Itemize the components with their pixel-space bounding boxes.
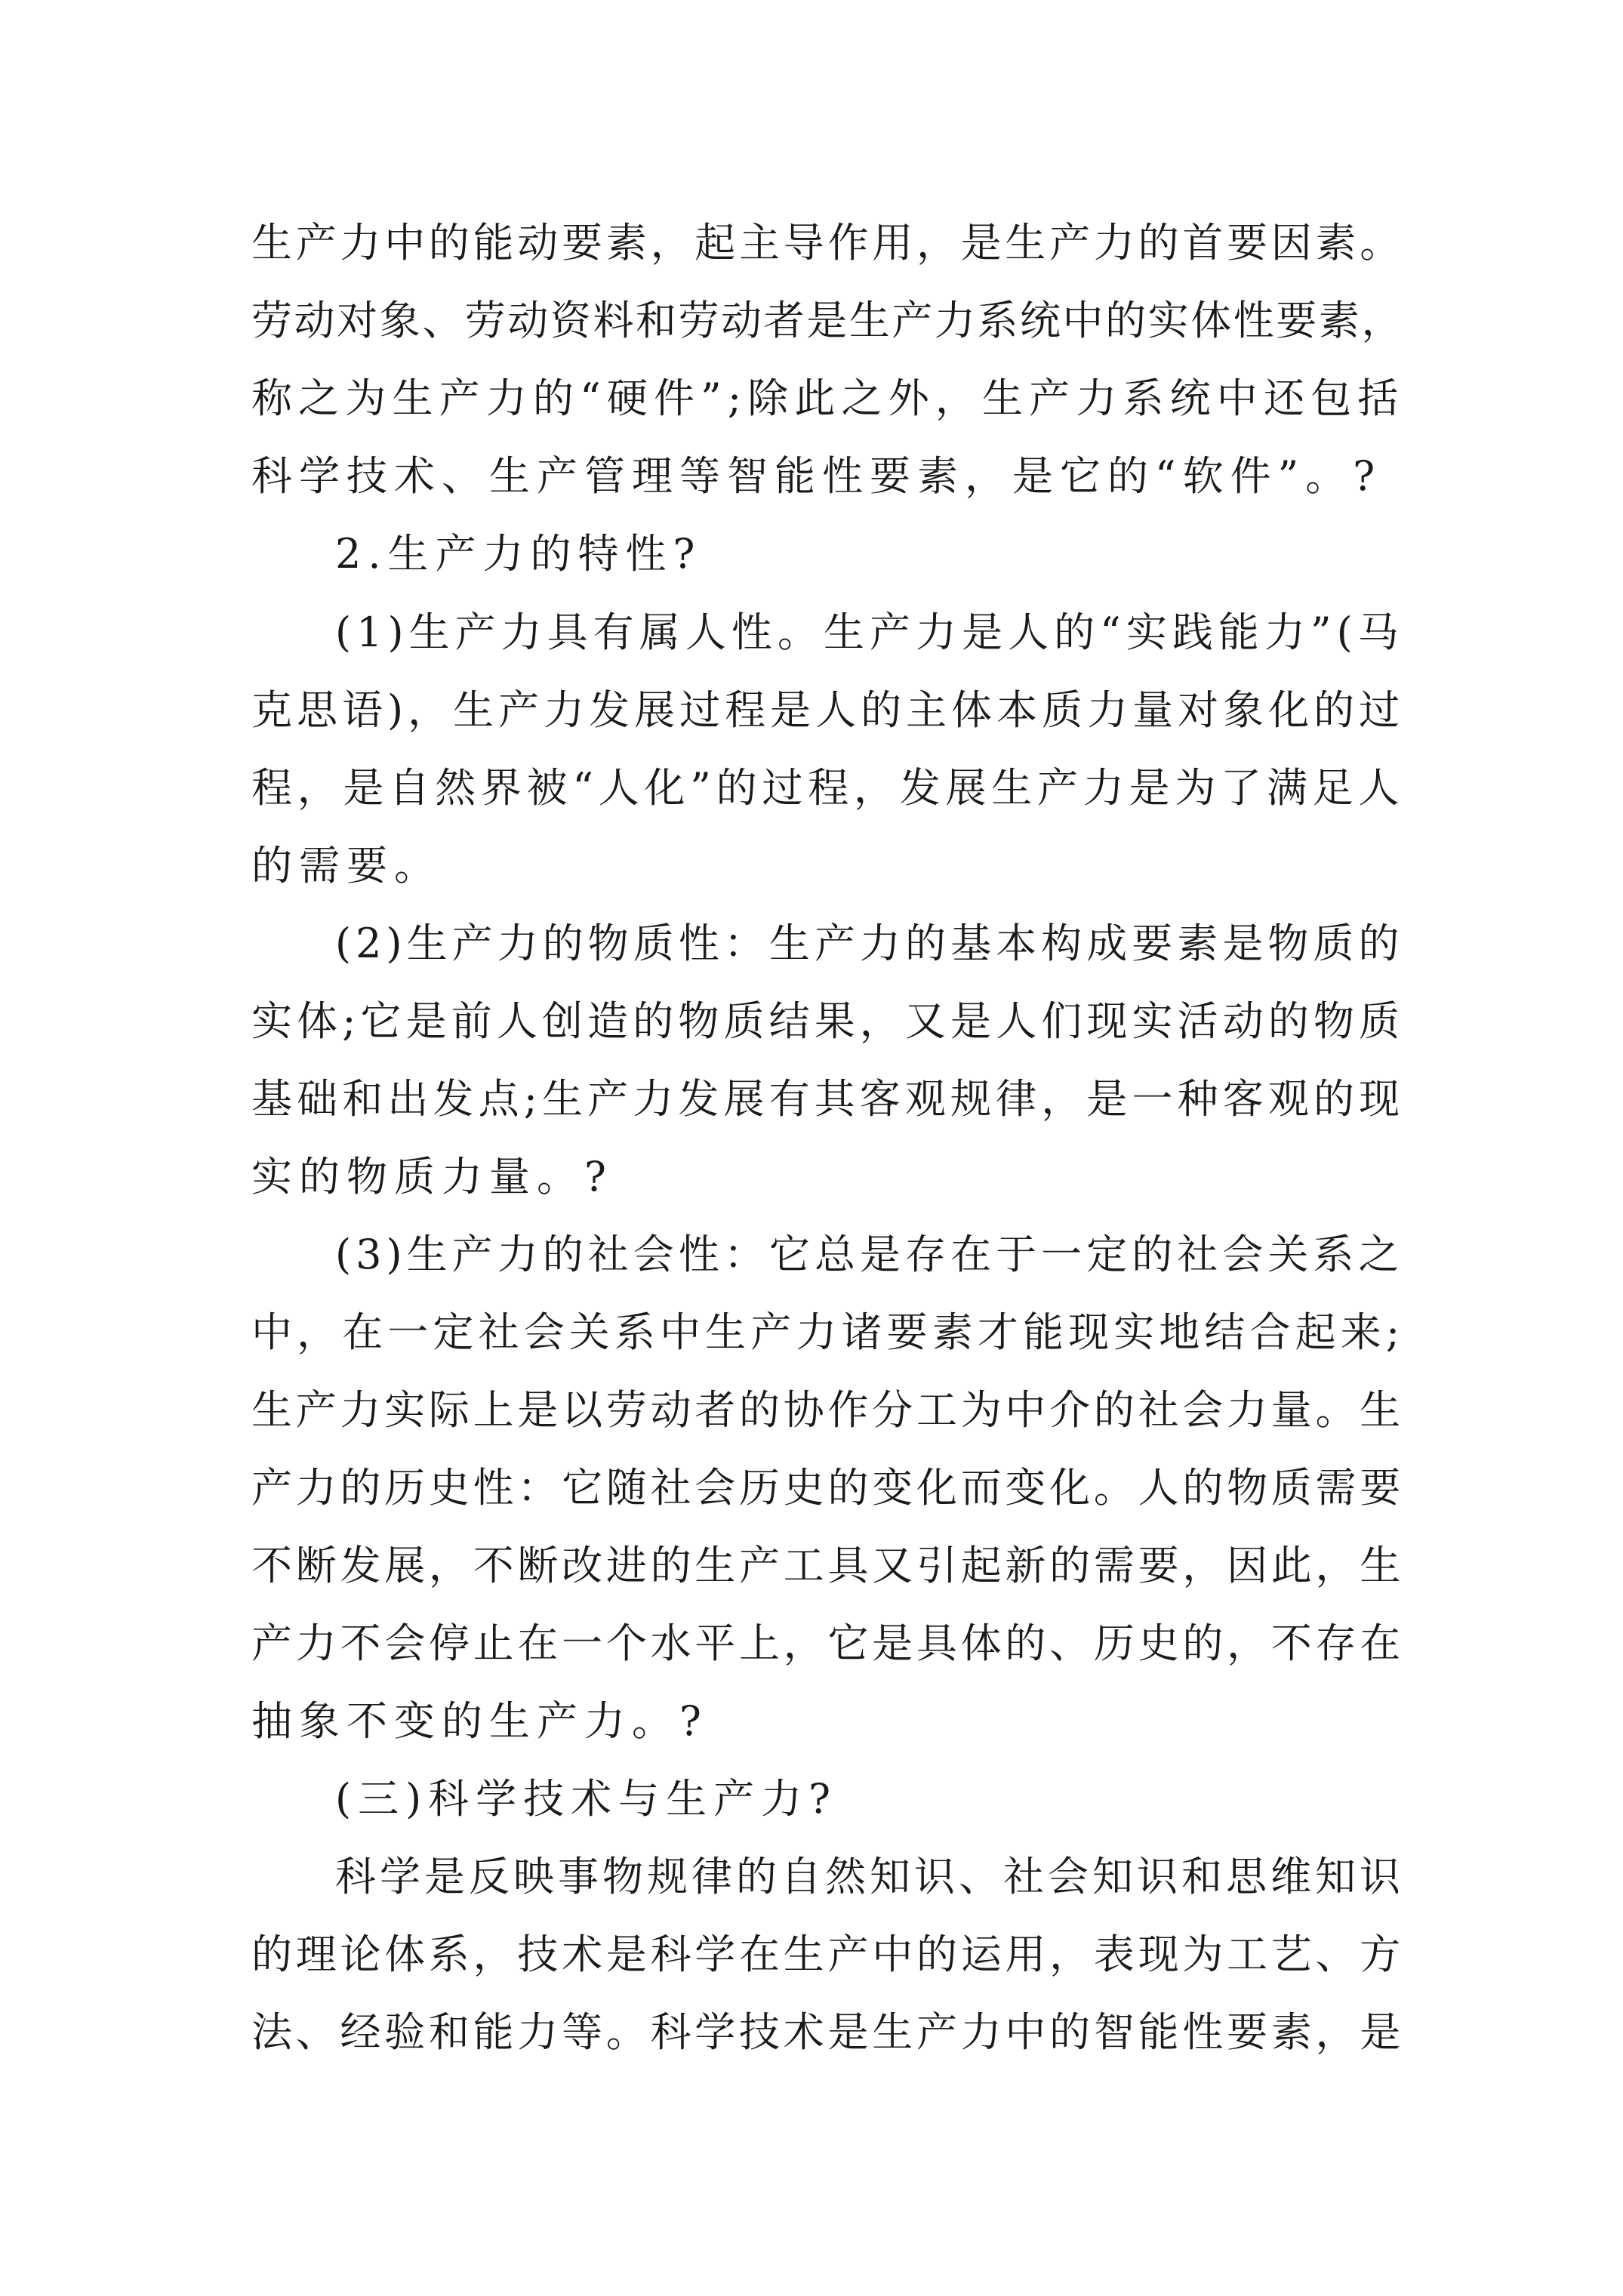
text-line: 实的物质力量。? [251, 1153, 613, 1200]
text-line: 劳动对象、劳动资料和劳动者是生产力系统中的实体性要素， [251, 297, 1404, 344]
text-line: 的需要。 [251, 842, 442, 889]
text-line: 实体;它是前人创造的物质结果，又是人们现实活动的物质 [251, 997, 1405, 1045]
text-line: (2)生产力的物质性：生产力的基本构成要素是物质的 [335, 920, 1404, 967]
text-line: 产力不会停止在一个水平上，它是具体的、历史的，不存在 [251, 1620, 1404, 1667]
text-line: 科学技术、生产管理等智能性要素，是它的“软件”。? [251, 452, 1382, 500]
text-line: 抽象不变的生产力。? [251, 1697, 708, 1745]
text-line: 称之为生产力的“硬件”;除此之外，生产力系统中还包括 [251, 374, 1405, 422]
text-line: 基础和出发点;生产力发展有其客观规律，是一种客观的现 [251, 1075, 1405, 1123]
text-line: 科学是反映事物规律的自然知识、社会知识和思维知识 [335, 1853, 1404, 1900]
text-line: 生产力实际上是以劳动者的协作分工为中介的社会力量。生 [251, 1386, 1404, 1434]
text-line: (1)生产力具有属人性。生产力是人的“实践能力”(马 [335, 609, 1404, 656]
text-line: 程，是自然界被“人化”的过程，发展生产力是为了满足人 [251, 764, 1405, 812]
text-line: 不断发展，不断改进的生产工具又引起新的需要，因此，生 [251, 1542, 1404, 1589]
text-line: 产力的历史性：它随社会历史的变化而变化。人的物质需要 [251, 1464, 1404, 1512]
text-line: 法、经验和能力等。科学技术是生产力中的智能性要素，是 [251, 2008, 1404, 2056]
text-line: 生产力中的能动要素，起主导作用，是生产力的首要因素。 [251, 219, 1404, 267]
section-heading: 2.生产力的特性? [335, 530, 702, 578]
text-line: (3)生产力的社会性：它总是存在于一定的社会关系之 [335, 1231, 1404, 1278]
text-line: 克思语)，生产力发展过程是人的主体本质力量对象化的过 [251, 686, 1405, 734]
text-line: 中，在一定社会关系中生产力诸要素才能现实地结合起来; [251, 1308, 1405, 1356]
text-line: 的理论体系，技术是科学在生产中的运用，表现为工艺、方 [251, 1931, 1404, 1978]
section-heading: (三)科学技术与生产力? [335, 1775, 838, 1823]
